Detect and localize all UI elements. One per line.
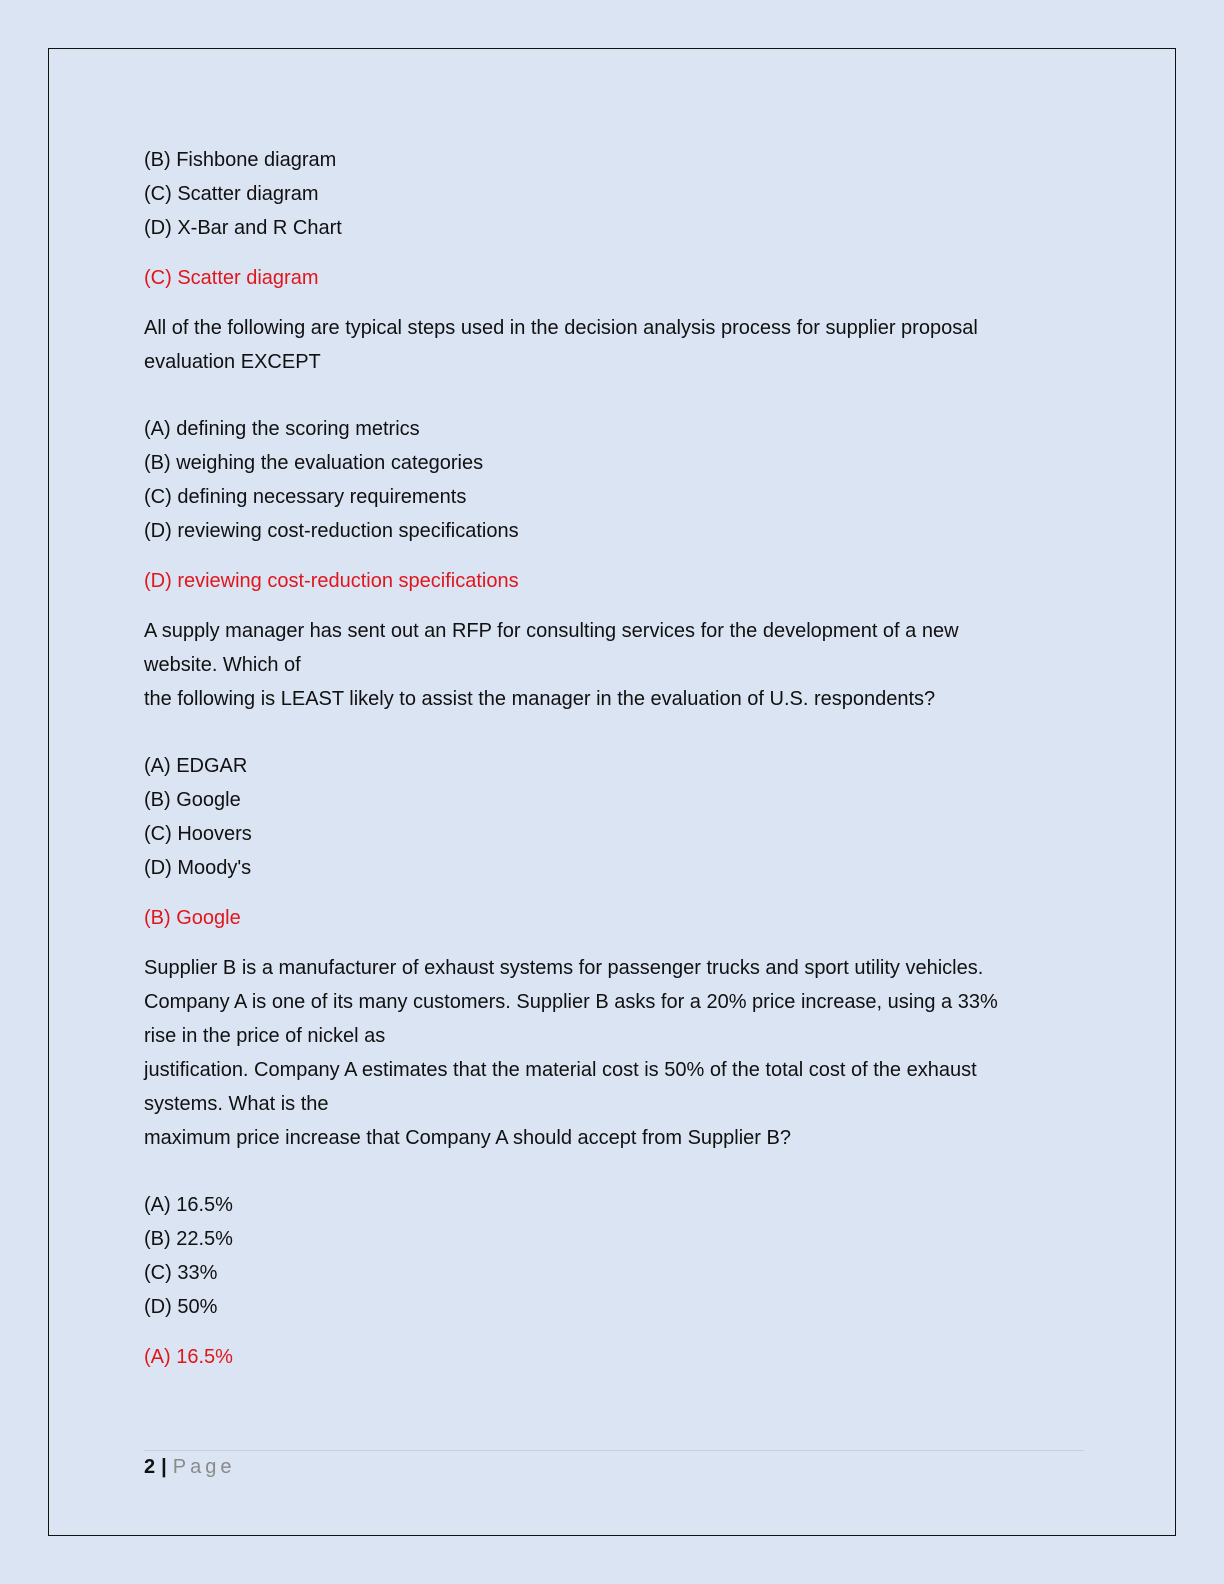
option-d: (D) reviewing cost-reduction specifications bbox=[144, 520, 519, 542]
question-text-line: website. Which of bbox=[144, 654, 301, 676]
option-c: (C) defining necessary requirements bbox=[144, 486, 467, 508]
option-c: (C) Scatter diagram bbox=[144, 183, 319, 205]
option-d: (D) X-Bar and R Chart bbox=[144, 217, 342, 239]
question-text-line: maximum price increase that Company A should accept from Supplier B? bbox=[144, 1127, 791, 1149]
answer-2: (D) reviewing cost-reduction specifications bbox=[144, 570, 519, 592]
option-b: (B) Google bbox=[144, 789, 241, 811]
option-a: (A) EDGAR bbox=[144, 755, 248, 777]
option-b: (B) weighing the evaluation categories bbox=[144, 452, 484, 474]
page-label: Page bbox=[172, 1456, 236, 1478]
option-a: (A) 16.5% bbox=[144, 1194, 233, 1216]
document-body bbox=[144, 143, 1084, 1374]
question-text-line: evaluation EXCEPT bbox=[144, 351, 321, 373]
page-number: 2 bbox=[144, 1456, 156, 1478]
question-1 bbox=[144, 143, 1084, 245]
question-text-line: systems. What is the bbox=[144, 1093, 329, 1115]
page-footer bbox=[144, 1454, 235, 1480]
footer-divider bbox=[144, 1450, 1084, 1451]
question-text-line: Company A is one of its many customers. Supplier B asks for a 20% price increase, using a 33% bbox=[144, 991, 998, 1013]
option-a: (A) defining the scoring metrics bbox=[144, 418, 420, 440]
answer-1: (C) Scatter diagram bbox=[144, 267, 319, 289]
question-text-line: All of the following are typical steps used in the decision analysis process for supplier proposal bbox=[144, 317, 978, 339]
question-text-line: rise in the price of nickel as bbox=[144, 1025, 386, 1047]
question-3 bbox=[144, 614, 1084, 885]
option-c: (C) 33% bbox=[144, 1262, 218, 1284]
question-text-line: A supply manager has sent out an RFP for consulting services for the development of a new bbox=[144, 620, 959, 642]
footer-separator: | bbox=[161, 1456, 167, 1478]
answer-3: (B) Google bbox=[144, 907, 241, 929]
option-d: (D) 50% bbox=[144, 1296, 218, 1318]
option-d: (D) Moody's bbox=[144, 857, 252, 879]
answer-4: (A) 16.5% bbox=[144, 1346, 233, 1368]
option-c: (C) Hoovers bbox=[144, 823, 252, 845]
question-2 bbox=[144, 311, 1084, 548]
option-b: (B) Fishbone diagram bbox=[144, 149, 337, 171]
option-b: (B) 22.5% bbox=[144, 1228, 233, 1250]
question-text-line: Supplier B is a manufacturer of exhaust systems for passenger trucks and sport utility vehicles. bbox=[144, 957, 984, 979]
question-text-line: the following is LEAST likely to assist the manager in the evaluation of U.S. respondents? bbox=[144, 688, 936, 710]
question-4 bbox=[144, 951, 1084, 1324]
question-text-line: justification. Company A estimates that the material cost is 50% of the total cost of the exhaust bbox=[144, 1059, 977, 1081]
